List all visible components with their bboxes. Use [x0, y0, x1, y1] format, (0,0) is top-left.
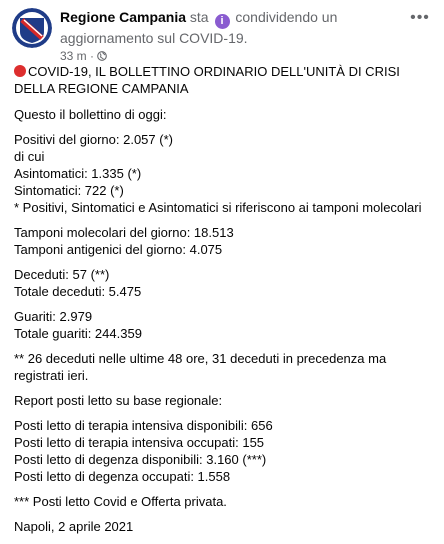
totale-guariti-line: Totale guariti: 244.359	[14, 326, 142, 341]
globe-icon[interactable]	[97, 49, 107, 59]
intro-line: Questo il bollettino di oggi:	[14, 107, 167, 122]
firma-line: Napoli, 2 aprile 2021	[14, 519, 134, 534]
guariti-line: Guariti: 2.979	[14, 309, 93, 324]
post-header	[12, 8, 432, 63]
deceduti-line: Deceduti: 57 (**)	[14, 267, 110, 282]
paragraph-firma	[14, 518, 430, 535]
nota-positivi-line: * Positivi, Sintomatici e Asintomatici si riferiscono ai tamponi molecolari	[14, 200, 422, 215]
post-meta	[60, 8, 402, 64]
author-name[interactable]: Regione Campania	[60, 9, 187, 25]
post-body	[14, 63, 430, 543]
paragraph-deceduti	[14, 266, 430, 300]
tamponi-molecolari-line: Tamponi molecolari del giorno: 18.513	[14, 225, 234, 240]
post-title: COVID-19, IL BOLLETTINO ORDINARIO DELL'UNITÀ DI CRISI DELLA REGIONE CAMPANIA	[14, 64, 400, 96]
paragraph-report	[14, 392, 430, 409]
paragraph-nota-posti	[14, 493, 430, 510]
paragraph-intro	[14, 106, 430, 123]
post-timestamp-row	[60, 48, 402, 64]
page-avatar[interactable]	[12, 8, 52, 48]
ti-occupati-line: Posti letto di terapia intensiva occupati: 155	[14, 435, 265, 450]
sintomatici-line: Sintomatici: 722 (*)	[14, 183, 124, 198]
di-cui-line: di cui	[14, 149, 45, 164]
post-headline	[60, 8, 402, 47]
asintomatici-line: Asintomatici: 1.335 (*)	[14, 166, 142, 181]
report-title-line: Report posti letto su base regionale:	[14, 393, 223, 408]
time-separator: ·	[86, 49, 98, 63]
headline-verb: sta	[186, 9, 213, 25]
degenza-disponibili-line: Posti letto di degenza disponibili: 3.160 (***)	[14, 452, 267, 467]
nota-posti-line: *** Posti letto Covid e Offerta privata.	[14, 494, 227, 509]
more-options-icon[interactable]: •••	[410, 9, 430, 26]
paragraph-guariti	[14, 308, 430, 342]
post-time[interactable]: 33 m	[60, 49, 87, 63]
positivi-line: Positivi del giorno: 2.057 (*)	[14, 132, 173, 147]
nota-deceduti-line: ** 26 deceduti nelle ultime 48 ore, 31 deceduti in precedenza ma registrati ieri.	[14, 351, 387, 383]
paragraph-nota-deceduti	[14, 350, 430, 384]
regione-campania-logo-icon	[12, 8, 52, 48]
red-circle-icon	[14, 65, 26, 77]
paragraph-tamponi	[14, 224, 430, 258]
tamponi-antigenici-line: Tamponi antigenici del giorno: 4.075	[14, 242, 223, 257]
degenza-occupati-line: Posti letto di degenza occupati: 1.558	[14, 469, 231, 484]
post-title-row	[14, 63, 430, 97]
totale-deceduti-line: Totale deceduti: 5.475	[14, 284, 142, 299]
info-icon: i	[215, 14, 230, 29]
headline-activity[interactable]: condividendo un aggiornamento sul COVID-19.	[60, 9, 338, 46]
paragraph-positivi	[14, 131, 430, 216]
paragraph-posti-letto	[14, 417, 430, 485]
ti-disponibili-line: Posti letto di terapia intensiva disponibili: 656	[14, 418, 273, 433]
